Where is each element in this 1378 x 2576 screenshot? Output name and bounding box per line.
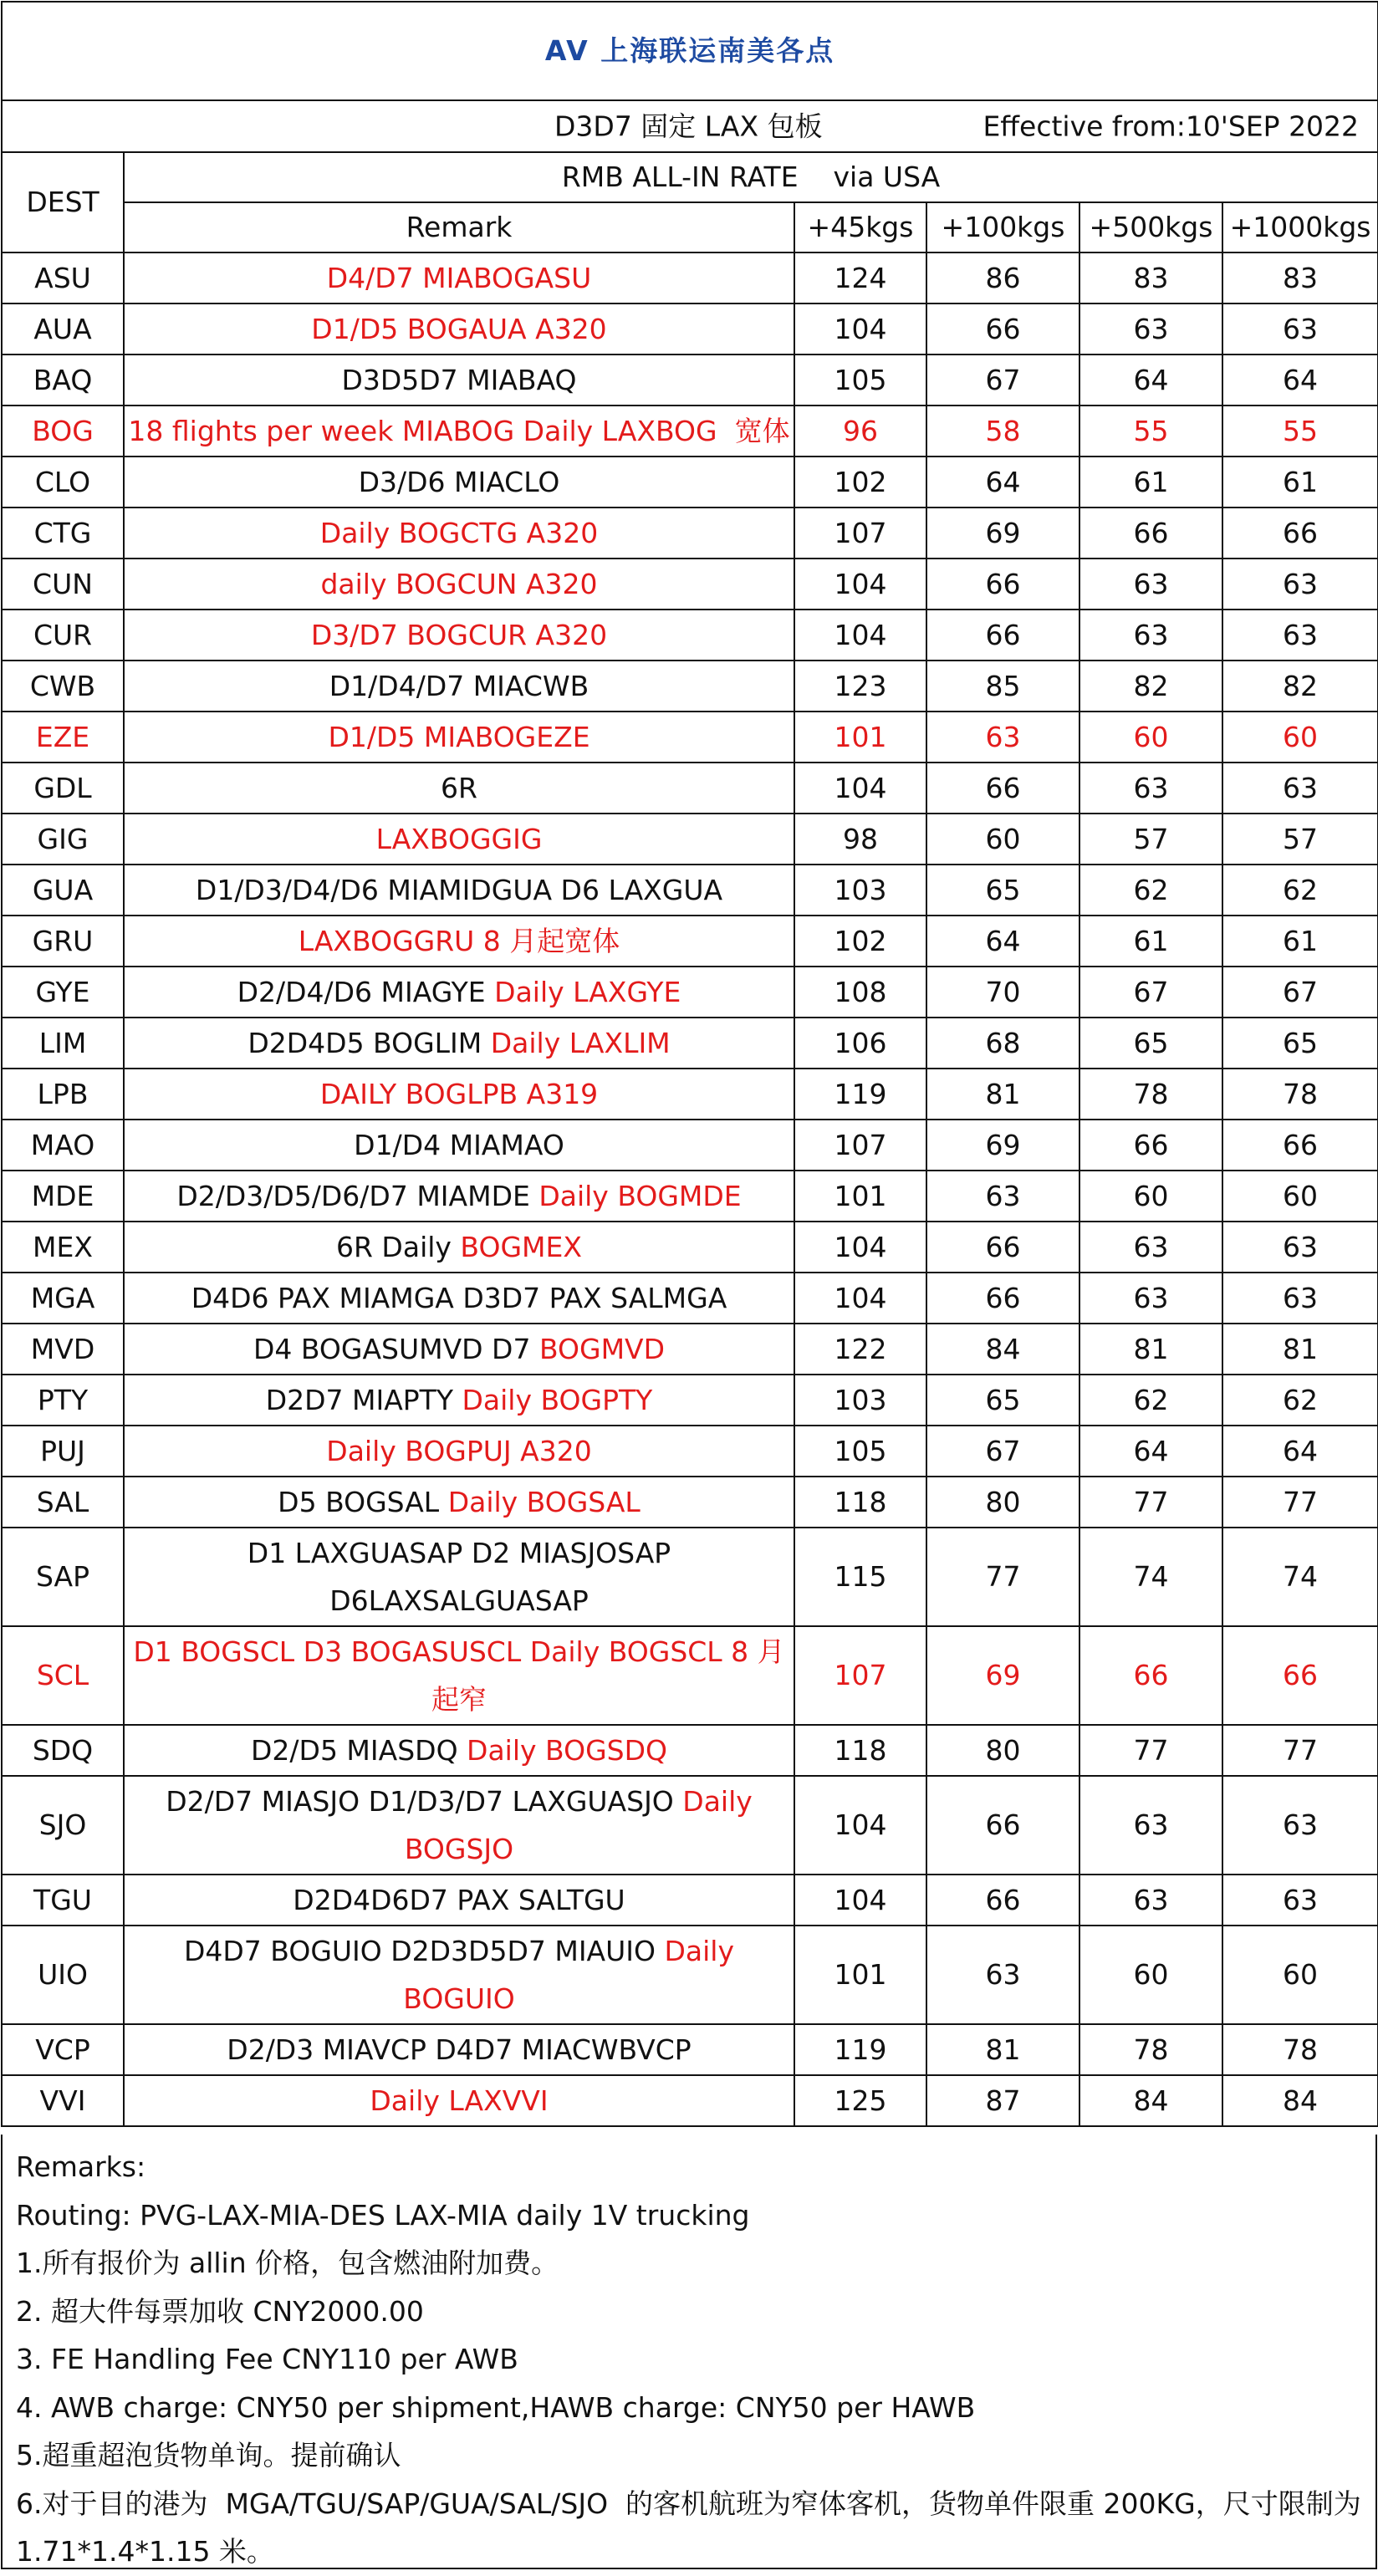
table-row: [2, 2024, 1378, 2075]
rate-cell: 78: [1079, 2024, 1222, 2075]
remark-line: 4. AWB charge: CNY50 per shipment,HAWB charge: CNY50 per HAWB: [16, 2390, 976, 2424]
rate-cell: 83: [1079, 252, 1222, 304]
table-row: [2, 1926, 1378, 2024]
table-row: [2, 457, 1378, 508]
rate-cell: 65: [926, 1375, 1079, 1426]
remark-cell: [124, 1273, 794, 1324]
rate-cell: 62: [1079, 865, 1222, 916]
rate-cell: 66: [1222, 1626, 1378, 1725]
rate-cell: 57: [1079, 814, 1222, 865]
dest-cell: CUR: [2, 610, 124, 661]
contract-label: D3D7 固定 LAX 包板: [554, 110, 823, 143]
remark-line: 3. FE Handling Fee CNY110 per AWB: [16, 2343, 518, 2375]
table-row: [2, 916, 1378, 967]
table-row: [2, 1375, 1378, 1426]
rate-cell: 81: [926, 1069, 1079, 1120]
rate-cell: 66: [926, 763, 1079, 814]
table-row: [2, 814, 1378, 865]
rate-cell: 66: [926, 1776, 1079, 1875]
rate-cell: 62: [1079, 1375, 1222, 1426]
rate-cell: 102: [794, 457, 926, 508]
remark-segment: LAXBOGGIG: [375, 822, 543, 855]
remark-cell: [124, 1875, 794, 1926]
dest-cell: VCP: [2, 2024, 124, 2075]
remark-segment: Daily BOGSAL: [447, 1485, 641, 1518]
remark-segment: D2D7 MIAPTY: [265, 1383, 462, 1416]
dest-cell: BAQ: [2, 355, 124, 406]
dest-cell: SCL: [2, 1626, 124, 1725]
remark-segment: D1 LAXGUASAP D2 MIASJOSAP D6LAXSALGUASAP: [247, 1537, 680, 1617]
rate-cell: 66: [926, 304, 1079, 355]
rate-cell: 86: [926, 252, 1079, 304]
rate-cell: 64: [1222, 355, 1378, 406]
dest-cell: CUN: [2, 559, 124, 610]
dest-cell: GRU: [2, 916, 124, 967]
dest-cell: VVI: [2, 2075, 124, 2126]
dest-cell: UIO: [2, 1926, 124, 2024]
table-row: [2, 1273, 1378, 1324]
remark-segment: D5 BOGSAL: [278, 1485, 448, 1518]
remark-segment: D1/D5 BOGAUA A320: [311, 312, 607, 345]
subheader: [2, 100, 1378, 152]
rate-title-header: RMB ALL-IN RATE via USA: [124, 152, 1378, 202]
remark-segment: D3D5D7 MIABAQ: [341, 363, 577, 396]
rate-cell: 125: [794, 2075, 926, 2126]
dest-cell: MVD: [2, 1324, 124, 1375]
table-row: [2, 865, 1378, 916]
remark-cell: [124, 1725, 794, 1776]
dest-cell: PTY: [2, 1375, 124, 1426]
rate-cell: 107: [794, 508, 926, 559]
remark-segment: D4D7 BOGUIO D2D3D5D7 MIAUIO: [183, 1935, 665, 1967]
rate-cell: 64: [1079, 1426, 1222, 1477]
rate-cell: 63: [1222, 559, 1378, 610]
table-row: [2, 1324, 1378, 1375]
remark-line: 1.所有报价为 allin 价格，包含燃油附加费。: [16, 2247, 559, 2279]
rate-cell: 78: [1222, 2024, 1378, 2075]
remark-cell: [124, 1018, 794, 1069]
rate-cell: 63: [1222, 763, 1378, 814]
remark-cell: [124, 2024, 794, 2075]
rate-cell: 60: [1222, 712, 1378, 763]
rate-cell: 104: [794, 610, 926, 661]
rate-cell: 108: [794, 967, 926, 1018]
remark-segment: Daily LAXVVI: [370, 2084, 549, 2117]
remark-segment: Daily BOGSJO: [404, 1785, 762, 1865]
remark-segment: Daily BOGUIO: [403, 1935, 743, 2015]
rate-cell: 60: [1079, 1171, 1222, 1222]
rate-cell: 65: [1222, 1018, 1378, 1069]
remark-segment: LAXBOGGRU 8 月起宽体: [298, 924, 620, 957]
remark-cell: [124, 2075, 794, 2126]
dest-cell: CWB: [2, 661, 124, 712]
rate-cell: 63: [926, 712, 1079, 763]
remark-cell: [124, 1375, 794, 1426]
rate-cell: 61: [1079, 916, 1222, 967]
remark-line: Routing: PVG-LAX-MIA-DES LAX-MIA daily 1V trucking: [16, 2198, 750, 2232]
remark-cell: [124, 406, 794, 457]
dest-cell: GDL: [2, 763, 124, 814]
rate-cell: 60: [1222, 1171, 1378, 1222]
dest-cell: GIG: [2, 814, 124, 865]
remark-segment: Daily BOGCTG A320: [319, 516, 599, 549]
rate-cell: 66: [1222, 508, 1378, 559]
table-row: [2, 1120, 1378, 1171]
rate-cell: 104: [794, 559, 926, 610]
effective-date: Effective from:10'SEP 2022: [982, 110, 1360, 143]
rate-cell: 81: [926, 2024, 1079, 2075]
rate-cell: 119: [794, 1069, 926, 1120]
table-row: [2, 712, 1378, 763]
rate-cell: 104: [794, 1875, 926, 1926]
rate-cell: 64: [926, 457, 1079, 508]
rate-cell: 77: [1222, 1725, 1378, 1776]
rate-cell: 66: [1079, 1626, 1222, 1725]
rate-cell: 124: [794, 252, 926, 304]
rate-cell: 84: [926, 1324, 1079, 1375]
rate-cell: 67: [1222, 967, 1378, 1018]
dest-cell: TGU: [2, 1875, 124, 1926]
rate-cell: 63: [926, 1171, 1079, 1222]
rate-cell: 69: [926, 1120, 1079, 1171]
rate-cell: 63: [1222, 1222, 1378, 1273]
remark-line: 2. 超大件每票加收 CNY2000.00: [16, 2294, 424, 2328]
rate-cell: 77: [1079, 1477, 1222, 1528]
rate-cell: 66: [926, 1273, 1079, 1324]
remark-cell: [124, 508, 794, 559]
table-row: [2, 661, 1378, 712]
rate-cell: 118: [794, 1725, 926, 1776]
rate-cell: 104: [794, 1776, 926, 1875]
remark-segment: D3/D7 BOGCUR A320: [310, 618, 608, 651]
remark-segment: D1 BOGSCL D3 BOGASUSCL Daily BOGSCL 8 月起窄: [133, 1635, 785, 1716]
remark-segment: Daily LAXLIM: [490, 1026, 671, 1059]
rate-cell: 63: [1079, 304, 1222, 355]
remark-cell: [124, 661, 794, 712]
rate-cell: 63: [926, 1926, 1079, 2024]
table-row: [2, 1069, 1378, 1120]
table-row: [2, 304, 1378, 355]
rate-cell: 119: [794, 2024, 926, 2075]
dest-cell: SAP: [2, 1528, 124, 1626]
remark-cell: [124, 916, 794, 967]
rate-table: [1, 1, 1378, 2127]
rate-cell: 102: [794, 916, 926, 967]
remark-segment: D2/D5 MIASDQ: [251, 1733, 467, 1767]
remark-segment: 6R: [441, 771, 477, 804]
remark-segment: D2/D4/D6 MIAGYE: [237, 975, 495, 1008]
rate-cell: 62: [1222, 865, 1378, 916]
rate-cell: 107: [794, 1120, 926, 1171]
remark-segment: D1/D4/D7 MIACWB: [329, 669, 589, 702]
dest-cell: CLO: [2, 457, 124, 508]
remark-segment: Daily BOGPUJ A320: [326, 1434, 592, 1467]
rate-cell: 66: [1079, 1120, 1222, 1171]
table-row: [2, 252, 1378, 304]
rate-cell: 63: [1079, 1875, 1222, 1926]
rate-cell: 78: [1222, 1069, 1378, 1120]
remark-segment: D1/D4 MIAMAO: [354, 1128, 564, 1161]
dest-cell: PUJ: [2, 1426, 124, 1477]
rate-cell: 98: [794, 814, 926, 865]
rate-cell: 74: [1222, 1528, 1378, 1626]
rate-cell: 81: [1222, 1324, 1378, 1375]
rate-cell: 64: [1222, 1426, 1378, 1477]
remark-line: 6.对于目的港为 MGA/TGU/SAP/GUA/SAL/SJO 的客机航班为窄体客机，货物单件限重 200KG，尺寸限制为 1.71*1.4*1.15 米。: [16, 2487, 1370, 2568]
rate-cell: 63: [1079, 1273, 1222, 1324]
remark-cell: [124, 1426, 794, 1477]
dest-cell: GUA: [2, 865, 124, 916]
rate-cell: 85: [926, 661, 1079, 712]
remark-segment: D3/D6 MIACLO: [358, 465, 560, 498]
table-row: [2, 763, 1378, 814]
remarks-heading: Remarks:: [16, 2150, 146, 2183]
remark-segment: BOGMVD: [538, 1332, 666, 1365]
rate-cell: 115: [794, 1528, 926, 1626]
rate-cell: 61: [1079, 457, 1222, 508]
dest-cell: SAL: [2, 1477, 124, 1528]
remark-cell: [124, 1222, 794, 1273]
table-row: [2, 559, 1378, 610]
rate-cell: 63: [1222, 610, 1378, 661]
rate-cell: 82: [1079, 661, 1222, 712]
rate-cell: 104: [794, 304, 926, 355]
dest-cell: MEX: [2, 1222, 124, 1273]
rate-cell: 87: [926, 2075, 1079, 2126]
remark-header: Remark: [124, 202, 794, 252]
remark-cell: [124, 1528, 794, 1626]
rate-cell: 83: [1222, 252, 1378, 304]
table-row: [2, 1776, 1378, 1875]
rate-cell: 101: [794, 1171, 926, 1222]
rate-cell: 82: [1222, 661, 1378, 712]
table-row: [2, 1171, 1378, 1222]
remark-cell: [124, 1120, 794, 1171]
rate-cell: 84: [1222, 2075, 1378, 2126]
rate-cell: 63: [1079, 1222, 1222, 1273]
table-row: [2, 1222, 1378, 1273]
dest-cell: AUA: [2, 304, 124, 355]
remark-segment: D4 BOGASUMVD D7: [253, 1332, 539, 1365]
rate-cell: 61: [1222, 916, 1378, 967]
remark-segment: DAILY BOGLPB A319: [319, 1077, 599, 1110]
dest-cell: MDE: [2, 1171, 124, 1222]
rate-cell: 66: [1079, 508, 1222, 559]
dest-cell: MGA: [2, 1273, 124, 1324]
rate-cell: 60: [1079, 1926, 1222, 2024]
table-row: [2, 1875, 1378, 1926]
dest-cell: ASU: [2, 252, 124, 304]
rate-cell: 66: [926, 610, 1079, 661]
dest-cell: CTG: [2, 508, 124, 559]
rate-cell: 64: [1079, 355, 1222, 406]
rate-cell: 55: [1079, 406, 1222, 457]
col-header-45: +45kgs: [794, 202, 926, 252]
remark-cell: [124, 252, 794, 304]
rate-cell: 123: [794, 661, 926, 712]
remark-segment: D2/D7 MIASJO D1/D3/D7 LAXGUASJO: [166, 1785, 683, 1818]
remark-segment: Daily BOGMDE: [538, 1179, 742, 1212]
rate-cell: 122: [794, 1324, 926, 1375]
dest-cell: EZE: [2, 712, 124, 763]
rate-cell: 105: [794, 355, 926, 406]
rate-cell: 68: [926, 1018, 1079, 1069]
remark-segment: D1/D3/D4/D6 MIAMIDGUA D6 LAXGUA: [195, 873, 723, 906]
rate-cell: 81: [1079, 1324, 1222, 1375]
rate-cell: 77: [1222, 1477, 1378, 1528]
rate-cell: 66: [926, 559, 1079, 610]
rate-cell: 67: [926, 355, 1079, 406]
dest-cell: GYE: [2, 967, 124, 1018]
rate-cell: 106: [794, 1018, 926, 1069]
rate-cell: 61: [1222, 457, 1378, 508]
rate-cell: 84: [1079, 2075, 1222, 2126]
rate-cell: 101: [794, 712, 926, 763]
remark-cell: [124, 814, 794, 865]
rate-cell: 77: [926, 1528, 1079, 1626]
remark-cell: [124, 712, 794, 763]
remark-segment: D2D4D5 BOGLIM: [248, 1026, 491, 1059]
rate-cell: 63: [1079, 1776, 1222, 1875]
page-title: AV 上海联运南美各点: [2, 2, 1378, 100]
remark-segment: D4D6 PAX MIAMGA D3D7 PAX SALMGA: [191, 1281, 727, 1314]
rate-cell: 118: [794, 1477, 926, 1528]
rate-cell: 63: [1222, 304, 1378, 355]
rate-cell: 74: [1079, 1528, 1222, 1626]
remarks-block: [1, 2135, 1377, 2569]
table-row: [2, 1426, 1378, 1477]
remark-segment: BOGMEX: [460, 1230, 582, 1263]
rate-cell: 63: [1079, 763, 1222, 814]
remark-segment: daily BOGCUN A320: [320, 567, 598, 600]
remark-cell: [124, 610, 794, 661]
rate-cell: 105: [794, 1426, 926, 1477]
remark-line: 5.超重超泡货物单询。提前确认: [16, 2439, 401, 2471]
rate-cell: 63: [1079, 559, 1222, 610]
rate-cell: 69: [926, 1626, 1079, 1725]
dest-cell: LIM: [2, 1018, 124, 1069]
remark-cell: [124, 967, 794, 1018]
remark-segment: D2/D3/D5/D6/D7 MIAMDE: [176, 1179, 539, 1212]
rate-cell: 65: [1079, 1018, 1222, 1069]
remark-cell: [124, 1069, 794, 1120]
remark-cell: [124, 1926, 794, 2024]
table-row: [2, 967, 1378, 1018]
table-row: [2, 1528, 1378, 1626]
rate-cell: 62: [1222, 1375, 1378, 1426]
rate-cell: 103: [794, 1375, 926, 1426]
remark-cell: [124, 763, 794, 814]
table-row: [2, 1725, 1378, 1776]
table-row: [2, 610, 1378, 661]
remark-segment: D4/D7 MIABOGASU: [326, 261, 592, 294]
remark-cell: [124, 457, 794, 508]
remark-segment: 6R Daily: [336, 1230, 461, 1263]
remark-cell: [124, 1324, 794, 1375]
rate-cell: 58: [926, 406, 1079, 457]
remark-cell: [124, 1477, 794, 1528]
table-row: [2, 508, 1378, 559]
col-header-500: +500kgs: [1079, 202, 1222, 252]
rate-cell: 80: [926, 1725, 1079, 1776]
dest-header: DEST: [2, 152, 124, 252]
rate-cell: 104: [794, 1222, 926, 1273]
rate-cell: 60: [1079, 712, 1222, 763]
remark-segment: D2/D3 MIAVCP D4D7 MIACWBVCP: [227, 2033, 692, 2066]
rate-cell: 55: [1222, 406, 1378, 457]
remark-cell: [124, 1776, 794, 1875]
remark-cell: [124, 865, 794, 916]
rate-cell: 104: [794, 763, 926, 814]
rate-cell: 63: [1222, 1875, 1378, 1926]
rate-cell: 70: [926, 967, 1079, 1018]
remark-cell: [124, 304, 794, 355]
dest-cell: MAO: [2, 1120, 124, 1171]
rate-cell: 66: [1222, 1120, 1378, 1171]
rate-cell: 63: [1079, 610, 1222, 661]
dest-cell: SJO: [2, 1776, 124, 1875]
rate-cell: 67: [1079, 967, 1222, 1018]
remark-cell: [124, 1171, 794, 1222]
remark-segment: Daily BOGSDQ: [467, 1733, 667, 1767]
col-header-1000: +1000kgs: [1222, 202, 1378, 252]
remark-segment: D2D4D6D7 PAX SALTGU: [293, 1883, 625, 1916]
rate-cell: 60: [926, 814, 1079, 865]
rate-cell: 67: [926, 1426, 1079, 1477]
table-row: [2, 2075, 1378, 2126]
remark-segment: Daily BOGPTY: [462, 1383, 653, 1416]
remark-cell: [124, 559, 794, 610]
table-row: [2, 406, 1378, 457]
rate-cell: 107: [794, 1626, 926, 1725]
rate-cell: 60: [1222, 1926, 1378, 2024]
rate-cell: 80: [926, 1477, 1079, 1528]
rate-cell: 77: [1079, 1725, 1222, 1776]
remark-segment: 18 flights per week MIABOG Daily LAXBOG 宽体: [128, 414, 790, 447]
rate-cell: 103: [794, 865, 926, 916]
remark-segment: D1/D5 MIABOGEZE: [328, 720, 590, 753]
rate-cell: 96: [794, 406, 926, 457]
table-row: [2, 355, 1378, 406]
remark-cell: [124, 355, 794, 406]
rate-cell: 64: [926, 916, 1079, 967]
rate-cell: 104: [794, 1273, 926, 1324]
rate-cell: 66: [926, 1875, 1079, 1926]
table-row: [2, 1018, 1378, 1069]
table-row: [2, 1477, 1378, 1528]
remark-cell: [124, 1626, 794, 1725]
rate-cell: 78: [1079, 1069, 1222, 1120]
col-header-100: +100kgs: [926, 202, 1079, 252]
rate-cell: 65: [926, 865, 1079, 916]
rate-cell: 66: [926, 1222, 1079, 1273]
dest-cell: SDQ: [2, 1725, 124, 1776]
remark-segment: Daily LAXGYE: [494, 975, 681, 1008]
dest-cell: BOG: [2, 406, 124, 457]
rate-cell: 101: [794, 1926, 926, 2024]
rate-cell: 69: [926, 508, 1079, 559]
rate-cell: 57: [1222, 814, 1378, 865]
table-row: [2, 1626, 1378, 1725]
rate-cell: 63: [1222, 1273, 1378, 1324]
dest-cell: LPB: [2, 1069, 124, 1120]
rate-cell: 63: [1222, 1776, 1378, 1875]
